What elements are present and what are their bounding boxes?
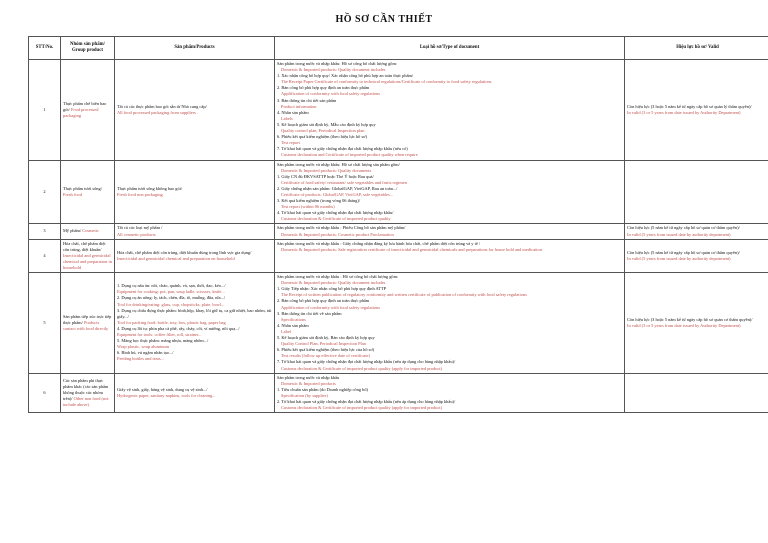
document-item-en: Label [281,328,291,334]
product-line-en: Feeding bottles and teats... [117,356,164,362]
document-item-vi: 1. Tiêu chuẩn sản phẩm (do Doanh nghiệp công bố) [277,386,368,392]
product-group-cell [61,373,115,413]
table-row [29,60,768,161]
document-item-vi: Sản phẩm trong nước và nhập khẩu : Phiếu Công bố sản phẩm mỹ phẩm/ [277,225,406,231]
product-line-en: Tool for packing food: bottle, tray, box, plastic bag, paper bag [117,319,226,325]
validity-en: In valid (3 or 5 years from date issued by Authority Department) [627,322,741,328]
validity-cell [625,273,768,374]
document-item-en: Domestic & Imported products [281,380,336,386]
document-item-en: Test report (within 06 months) [281,204,335,210]
document-item-vi: 1. Xác nhận công bố hợp quy/ Xác nhận công bố phù hợp an toàn thực phẩm/ [277,73,414,79]
product-en: Fresh food non packaging [117,191,163,197]
table-row [29,273,768,374]
document-item-en: Quality Control Plan, Periodical Inspection Plan [281,341,366,347]
row-number-text: 6 [43,389,46,395]
document-item-en: Applification of conformity with food safety regulations [281,91,381,97]
document-item-en: Specifications [281,316,306,322]
product-group-en: Cosmetic [82,228,99,234]
document-item-vi: 4. Nhãn sản phẩm [277,322,309,328]
header-product: Sản phẩm/Products [115,37,275,60]
validity-cell [625,160,768,224]
products-cell [115,160,275,224]
document-item-vi: 5. Kế hoạch giám sát định kỳ, Mẫu cáo định kỳ hợp quy [277,121,376,127]
document-item-en: Domestic & Imported products: Quality document includes [281,67,386,73]
header-validity: Hiệu lực hồ sơ/ Valid [625,37,768,60]
product-en: All cosmetic products [117,231,156,237]
document-item-vi: Sản phẩm trong nước và nhập khẩu [277,374,340,380]
row-number-text: 1 [43,106,46,112]
document-type-cell [275,373,625,413]
product-group-en: Products contact with food directly [63,319,109,331]
product-group-vi: Mỹ phẩm/ [63,228,82,234]
validity-cell [625,239,768,272]
product-group-en: Fresh food [63,191,82,197]
row-number [29,60,61,161]
document-item-en: Domestic & Imported products: Quality document includes [281,280,386,286]
product-group-cell [61,239,115,272]
document-item-vi: 3. Bản thông tin chi tiết sản phẩm [277,97,337,103]
product-vi: Tất cả các thực phẩm bao gói sẵn từ Nhà cung cấp/ [117,103,207,109]
product-group-cell [61,224,115,239]
product-line-vi: 5. Màng bọc thực phẩm: màng nhựa, màng nhôm.../ [117,338,209,344]
product-line-vi: 4. Dụng cụ lõi tụ: phin pha cà phê, rây, chày, cối, ví nướng, nồi quạ.../ [117,325,240,331]
product-en: Hydrogenic paper, sanitary napkins, tools for cleaning... [117,392,216,398]
product-line-vi: 6. Bình bú, vú ngậm nhân tạo.../ [117,350,174,356]
document-item-vi: 4. Tờ khai hải quan và giấy chứng nhận đạt chất lượng nhập khẩu/ [277,210,394,216]
document-item-en: Domestic & Imported products: Sale registration certificate of insecticidal and germicidal chemicals and preparations for house hold and medication [281,246,542,252]
row-number [29,373,61,413]
validity-vi: Còn hiệu lực (3 hoặc 5 năm kể từ ngày cấp hồ sơ quản lý thẩm quyền)/ [627,103,752,109]
table-row [29,373,768,413]
table-row [29,224,768,239]
validity-en: In valid (3 or 5 years from date issued by Authority Department) [627,109,741,115]
document-item-vi: 2. Bản công bố phù hợp quy định an toàn thực phẩm [277,298,370,304]
requirements-table [28,36,768,413]
row-number [29,160,61,224]
table-row [29,160,768,224]
product-group-en: Food processed packaging [63,106,99,118]
document-item-vi: 7. Tờ khai hải quan và giấy chứng nhận đạt chất lượng nhập khẩu (nếu áp dụng cho hàng nhập khẩu)/ [277,359,456,365]
document-item-vi: 6. Phiếu kết quả kiểm nghiệm (theo hiệu lực của hồ sơ) [277,347,375,353]
validity-cell [625,60,768,161]
row-number [29,273,61,374]
document-item-en: The Receipt Paper Certificate of conformity to technical regulations/Certificate of conformity to food safety regulations [281,79,492,85]
document-item-vi: 7. Tờ khai hải quan và giấy chứng nhận đạt chất lượng nhập khẩu (nếu có) [277,146,408,152]
document-type-cell [275,273,625,374]
document-type-cell [275,224,625,239]
document-item-en: The Receipt of written publication of regulatory conformity and written certificate of publication of conformity with food safety regulations [281,292,527,298]
products-cell [115,224,275,239]
products-cell [115,373,275,413]
table-header-row [29,37,768,60]
product-line-vi: 1. Dụng cụ nấu ăn: nồi, chảo, quánh, vá, sạn, thớt, dao, kéo.../ [117,283,226,289]
document-item-en: Specification (by supplier) [281,392,328,398]
product-line-vi: 3. Dụng cụ chứa đựng thực phẩm: bình,hộp, khay, lõi giữ tụ, ca giữ nhiệt, bao nhôm, túi giấy.../ [117,307,272,319]
product-group-cell [61,160,115,224]
document-item-vi: 2. Tờ khai hải quan và giấy chứng nhận đạt chất lượng nhập khẩu (nếu áp dụng cho hàng nhập khẩu)/ [277,398,456,404]
document-item-en: Product information [281,103,317,109]
document-item-vi: 1. Giấy Tiếp nhận: Xác nhận công bố phù hợp quy định ATTP [277,286,387,292]
document-item-en: Customs declaration & Certificate of imported product quality (apply for imported product) [281,365,443,371]
product-group-cell [61,273,115,374]
document-item-en: Domestic & Imported products: Quality documents [281,167,372,173]
page-title: HỒ SƠ CẦN THIẾT [335,14,433,25]
product-line-en: Equipment for cooking: pot, pan, soup ladle, scissors, knife... [117,289,225,295]
validity-cell [625,224,768,239]
header-group: Nhóm sản phẩm/ Group product [61,37,115,60]
row-number-text: 4 [43,252,46,258]
document-item-vi: 3. Kết quả kiểm nghiệm (trong vòng 06 tháng)/ [277,198,361,204]
document-item-en: Quality control plan, Periodical Inspection plan [281,128,365,134]
products-cell [115,239,275,272]
row-number-text: 2 [43,188,46,194]
document-item-en: Customs declaration and Certificate of imported product quality when require [281,152,418,158]
row-number-text: 5 [43,319,46,325]
validity-en: In valid (5 years from issued date by authority department) [627,255,731,261]
document-item-en: Test report [281,140,300,146]
product-en: Insecticidal and germicidal chemical and preparation on household [117,255,235,261]
product-line-en: Wrap plastic, wrap aluminum [117,344,170,350]
document-item-vi: 6. Phiếu kết quả kiểm nghiệm (theo hiệu lực hồ sơ) [277,134,367,140]
document-item-en: Applification of conformity with food safety regulations [281,304,381,310]
document-item-en: Certificate of products: GlobalGAP, VietGAP, safe vegetables... [281,191,393,197]
document-item-vi: Sản phẩm trong nước và nhập khẩu: Hồ sơ công bố chất lượng gồm: [277,61,398,66]
document-type-cell [275,160,625,224]
product-group-vi: Sản phẩm tiếp xúc trực tiếp thực phẩm/ [63,313,112,325]
header-stt: STT/No. [29,37,61,60]
products-cell [115,273,275,374]
product-vi: Giấy vệ sinh, giấy, băng vệ sinh, dung cụ vệ sinh.../ [117,386,208,392]
row-number [29,239,61,272]
document-item-en: Certificate of food safety/ restaurant/ safe vegetables and fruits regimen [281,179,407,185]
document-type-cell [275,60,625,161]
product-line-en: Equipment for tools: coffee filter, roll, strainer... [117,331,202,337]
validity-cell [625,373,768,413]
row-number-text: 3 [43,228,46,234]
document-item-vi: 1. Giấy CN đủ ĐKVSATTP hoặc Thẻ Ý hoặc Rau quả/ [277,173,374,179]
product-group-vi: Thực phẩm tươi sống/ [63,185,102,191]
header-doc-type: Loại hồ sơ/Type of document [275,37,625,60]
document-item-en: Customs declaration & Certificate of imported product quality [281,216,391,222]
product-vi: Hóa chất, chế phẩm diệt côn trùng, diệt khuẩn dùng trong lĩnh vực gia dụng/ [117,249,252,255]
document-item-en: Labels [281,115,293,121]
document-item-vi: Sản phẩm trong nước và nhập khẩu : Giấy chứng nhận đăng ký lưu hành hóa chất, chế phẩm diệt côn trùng và y tế / [277,240,481,246]
document-item-vi: 3. Bản thông tin chi tiết về sản phẩm [277,310,342,316]
document-type-cell [275,239,625,272]
row-number [29,224,61,239]
document-item-en: Customs declaration & Certificate of imported product quality (apply for imported product) [281,405,443,411]
product-group-vi: Thực phẩm chế biến bao gói/ [63,100,107,112]
product-line-vi: 2. Dụng cụ ăn uống: ly, tách, chén, đĩa, tô, muỗng, đũa, nĩa.../ [117,295,226,301]
product-line-en: Tool for drinking/eating: glass, cup, chopsticks, plate, bowl... [117,301,225,307]
product-group-cell [61,60,115,161]
product-en: All food processed packaging from suppliers [117,109,196,115]
product-group-vi: Hóa chất, chế phẩm diệt côn trùng, diệt khuẩn/ [63,240,106,252]
document-item-vi: 5. Kế hoạch giám sát định kỳ, Bản cáo định kỳ hợp quy [277,335,375,341]
document-item-en: Domestic & Imported products: Cosmetic product Proclamation [281,231,394,237]
product-group-en: Insecticidal and germicidal chemical and preparation in household [63,252,112,270]
document-item-vi: Sản phẩm trong nước và nhập khẩu: Hồ sơ chất lượng sản phẩm gồm/ [277,161,400,167]
product-vi: Tất cả các loại mỹ phẩm / [117,225,163,231]
validity-vi: Còn hiệu lực (3 hoặc 5 năm kể từ ngày cấp hồ sơ quản cơ thẩm quyền)/ [627,316,753,322]
document-item-vi: 2. Bản công bố phù hợp quy định an toàn thực phẩm [277,85,370,91]
document-item-en: Test results (follow up effective date of certificate) [281,353,370,359]
document-item-vi: 2. Giấy chứng nhận sản phẩm: GlobalGAP, VietGAP, Rau an toàn.../ [277,185,398,191]
validity-vi: Còn hiệu lực (5 năm kể từ ngày cấp hồ sơ quản cơ thẩm quyền)/ [627,249,740,255]
table-row [29,239,768,272]
validity-vi: Còn hiệu lực (5 năm kể từ ngày cấp hồ sơ quản cơ thẩm quyền)/ [627,225,740,231]
validity-en: In valid (5 years from issued date by authority department) [627,231,731,237]
document-item-vi: Sản phẩm trong nước và nhập khẩu : Hồ sơ công bố chất lượng gồm: [277,274,399,280]
product-group-vi: Các sản phẩm phi thực phẩm khác (các sản phẩm không thuộc các nhóm trên)/ [63,377,109,401]
product-vi: Thực phẩm tươi sống không bao gói/ [117,185,183,191]
product-group-en: Other non food (not include above) [63,395,109,408]
products-cell [115,60,275,161]
document-item-vi: 4. Nhãn sản phẩm [277,109,309,115]
